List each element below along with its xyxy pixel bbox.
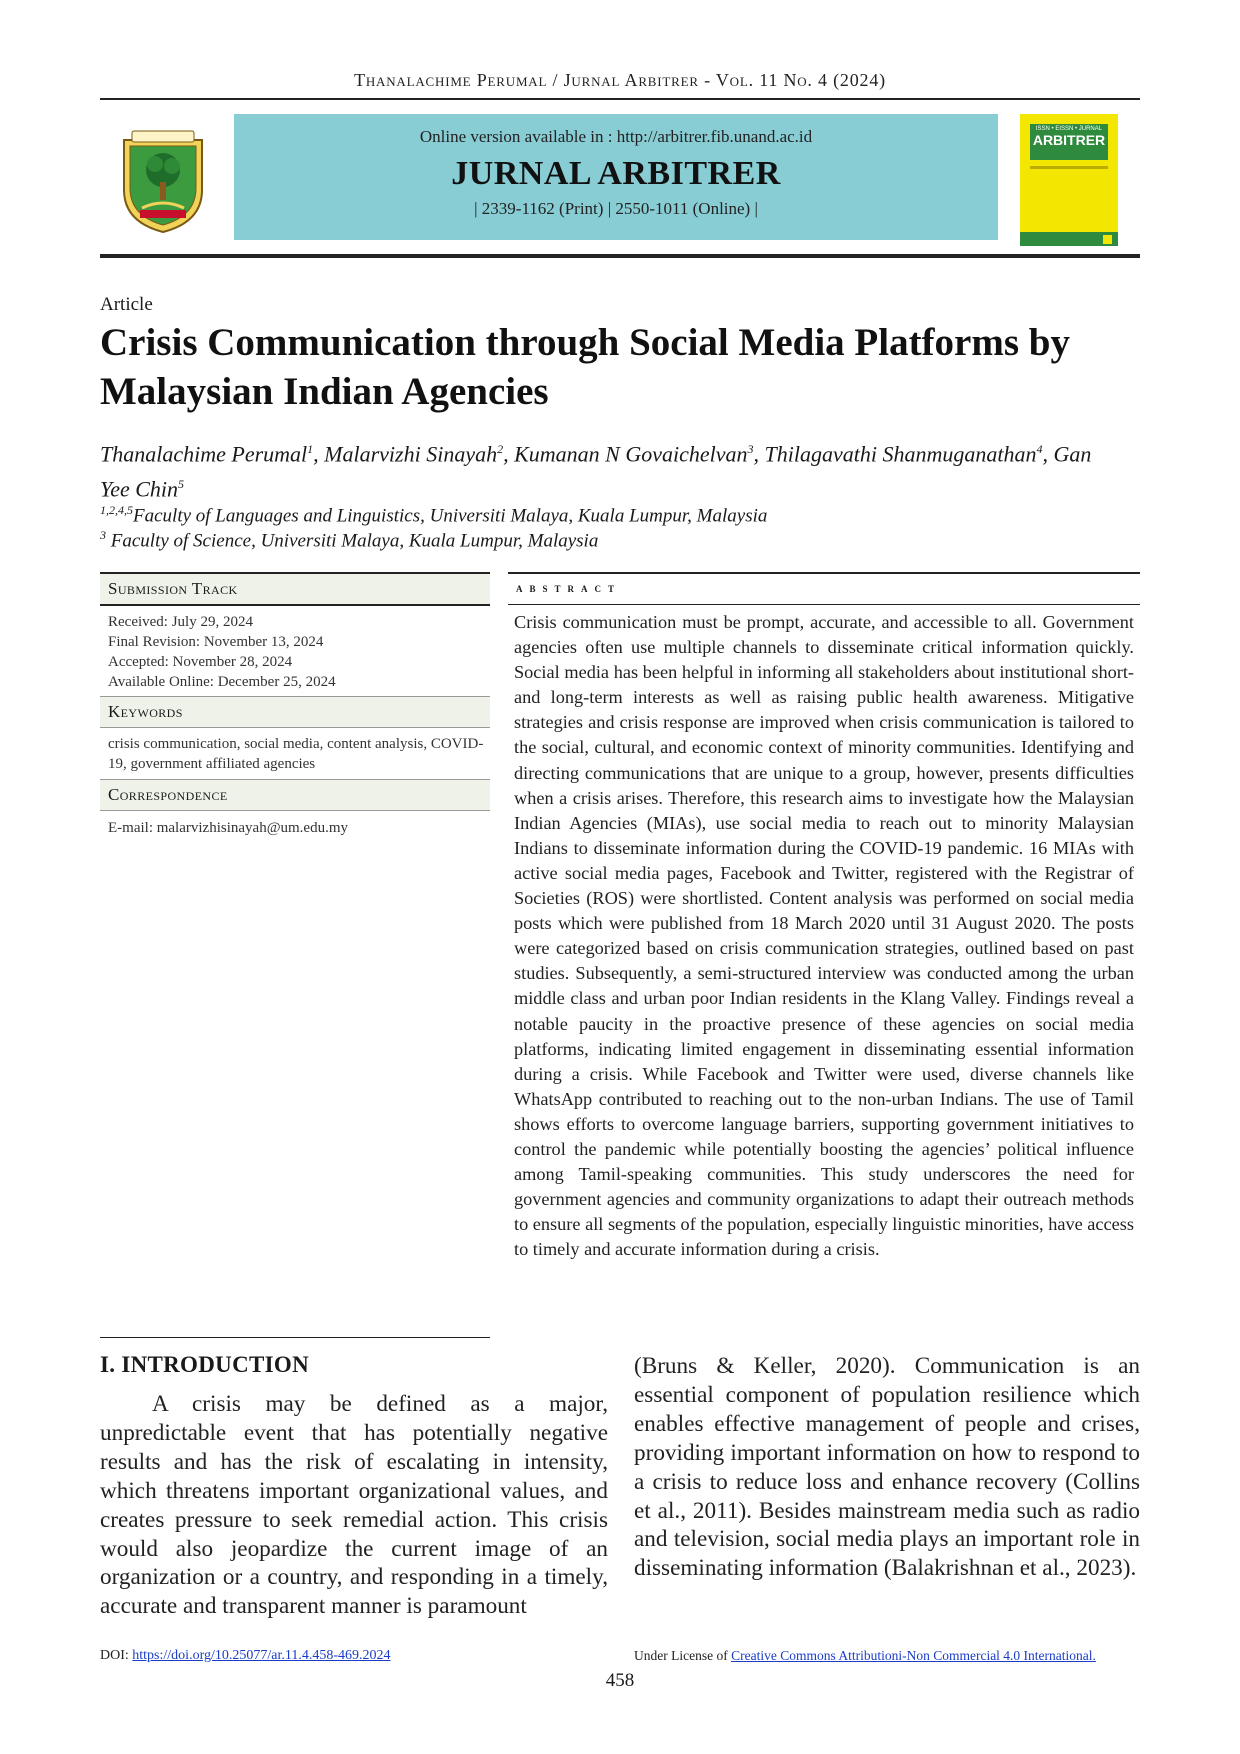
intro-paragraph-continued: (Bruns & Keller, 2020). Communication is an essential component of population resilience which enables effective management of people and crises, providing important information on how to respond to a crisis to reduce loss and enhance recovery (Collins et al., 2011). Besides mainstream media such as radio and television, social media plays an important role in disseminating information (Balakrishnan et al., 2023).: [634, 1353, 1140, 1582]
accepted-date: Accepted: November 28, 2024: [108, 654, 293, 670]
article-title: Crisis Communication through Social Media Platforms by Malaysian Indian Agencies: [100, 321, 1070, 413]
journal-title: JURNAL ARBITRER: [451, 155, 781, 192]
journal-banner: [234, 114, 998, 240]
received-date: Received: July 29, 2024: [108, 614, 253, 630]
doi-link[interactable]: https://doi.org/10.25077/ar.11.4.458-469.2024: [132, 1648, 391, 1663]
submission-track-heading: Submission Track: [100, 574, 490, 604]
footer-doi: [100, 1648, 391, 1664]
submission-track-dates: [108, 612, 488, 692]
footer-license: [634, 1648, 1096, 1664]
online-version-text: Online version available in : http://arbitrer.fib.unand.ac.id: [419, 127, 813, 146]
abstract-body: Crisis communication must be prompt, accurate, and accessible to all. Government agencies often use multiple channels to disseminate critical information quickly. Social media has been helpful in informing all stakeholders about institutional short- and long-term interests as well as raising public health awareness. Mitigative strategies and crisis response are improved when crisis communication is tailored to the social, cultural, and economic context of minority communities. Identifying and directing communications that are unique to a group, however, presents difficulties when a crisis arises. Therefore, this research aims to investigate how the Malaysian Indian Agencies (MIAs), use social media to reach out to minority Malaysian Indians to disseminate information during the COVID-19 pandemic. 16 MIAs with active social media pages, Facebook and Twitter, registered with the Registrar of Societies (ROS) were shortlisted. Content analysis was performed on social media posts which were published from 18 March 2020 until 31 August 2020. The posts were categorized based on crisis communication strategies, outlined based on past studies. Subsequently, a semi-structured interview was conducted among the urban middle class and urban poor Indian residents in the Klang Valley. Findings reveal a notable paucity in the proactive presence of these agencies on social media platforms, indicating limited engagement in disseminating essential information during a crisis. While Facebook and Twitter were used, diverse channels like WhatsApp contributed to reaching out to the non-urban Indians. The use of Tamil shows efforts to overcome language barriers, supporting government initiatives to control the pandemic while potentially boosting the agencies’ political influence among Tamil-speaking communities. This study underscores the need for government agencies and community organizations to adapt their outreach methods to ensure all segments of the population, especially linguistic minorities, have access to timely and accurate information during a crisis.: [514, 612, 1134, 1260]
affiliation-text: Faculty of Languages and Linguistics, Universiti Malaya, Kuala Lumpur, Malaysia: [133, 505, 768, 527]
author-superscript: 4: [1036, 442, 1043, 456]
sidebar-divider: [100, 727, 490, 728]
sidebar-divider: [100, 810, 490, 811]
author-superscript: 1: [307, 442, 314, 456]
university-seal-icon: [118, 126, 208, 234]
abstract-rule-top: [508, 572, 1140, 574]
running-head: Thanalachime Perumal / Jurnal Arbitrer - Vol. 11 No. 4 (2024): [354, 70, 886, 90]
intro-column-right: [634, 1352, 1140, 1583]
journal-cover-thumbnail: [1020, 114, 1118, 246]
keywords-text: crisis communication, social media, content analysis, COVID-19, government affiliated agencies: [108, 736, 484, 772]
abstract-heading: abstract: [516, 580, 622, 595]
intro-column-left: [100, 1390, 608, 1621]
sidebar-rule: [100, 604, 490, 606]
article-type-label: Article: [100, 294, 153, 315]
doi-label: DOI:: [100, 1648, 133, 1663]
affiliation-text: Faculty of Science, Universiti Malaya, Kuala Lumpur, Malaysia: [106, 530, 599, 552]
issn-line: | 2339-1162 (Print) | 2550-1011 (Online) |: [474, 199, 758, 218]
license-label: Under License of: [634, 1648, 732, 1663]
author-name: , Gan Yee Chin: [100, 441, 1092, 502]
cover-title: ARBITRER: [1032, 132, 1106, 148]
cover-mark-icon: [1103, 235, 1112, 244]
keywords-heading: Keywords: [100, 697, 490, 727]
author-name: , Malarvizhi Sinayah: [313, 441, 498, 467]
final-revision-date: Final Revision: November 13, 2024: [108, 634, 324, 650]
author-name: , Kumanan N Govaichelvan: [503, 441, 748, 467]
available-online-date: Available Online: December 25, 2024: [108, 674, 336, 690]
affiliation-superscript: 1,2,4,5: [100, 503, 133, 517]
correspondence-heading: Correspondence: [100, 780, 490, 810]
license-link[interactable]: Creative Commons Attributioni-Non Commercial 4.0 International.: [731, 1648, 1096, 1663]
cover-divider: [1030, 166, 1108, 169]
author-name: Thanalachime Perumal: [100, 441, 308, 467]
cover-title-band: [1030, 124, 1108, 160]
affiliation-1: [100, 503, 1100, 527]
affiliation-2: [100, 528, 1100, 552]
section-heading-introduction: I. INTRODUCTION: [100, 1352, 309, 1377]
correspondence-email[interactable]: E-mail: malarvizhisinayah@um.edu.my: [108, 820, 348, 836]
author-list: [100, 434, 1100, 505]
university-logo: [118, 126, 208, 234]
abstract-rule: [508, 604, 1140, 605]
author-superscript: 2: [497, 442, 504, 456]
author-name: , Thilagavathi Shanmuganathan: [753, 441, 1037, 467]
affiliation-superscript: 3: [100, 528, 106, 542]
header-rule-top: [100, 98, 1140, 100]
intro-paragraph: A crisis may be defined as a major, unpredictable event that has potentially negative results and has the risk of escalating in intensity, which threatens important organizational values, and creates pressure to seek remedial action. This crisis would also jeopardize the current image of an organization or a country, and responding in a timely, accurate and transparent manner is paramount: [100, 1391, 608, 1620]
cover-small-text: ISSN • EISSN • JURNAL: [1035, 126, 1103, 132]
cover-footer-band: [1020, 232, 1118, 246]
author-superscript: 3: [747, 442, 754, 456]
header-rule-bottom: [100, 254, 1140, 258]
page-number: 458: [605, 1670, 635, 1691]
author-superscript: 5: [178, 477, 185, 492]
sidebar-rule-bottom: [100, 1337, 490, 1338]
